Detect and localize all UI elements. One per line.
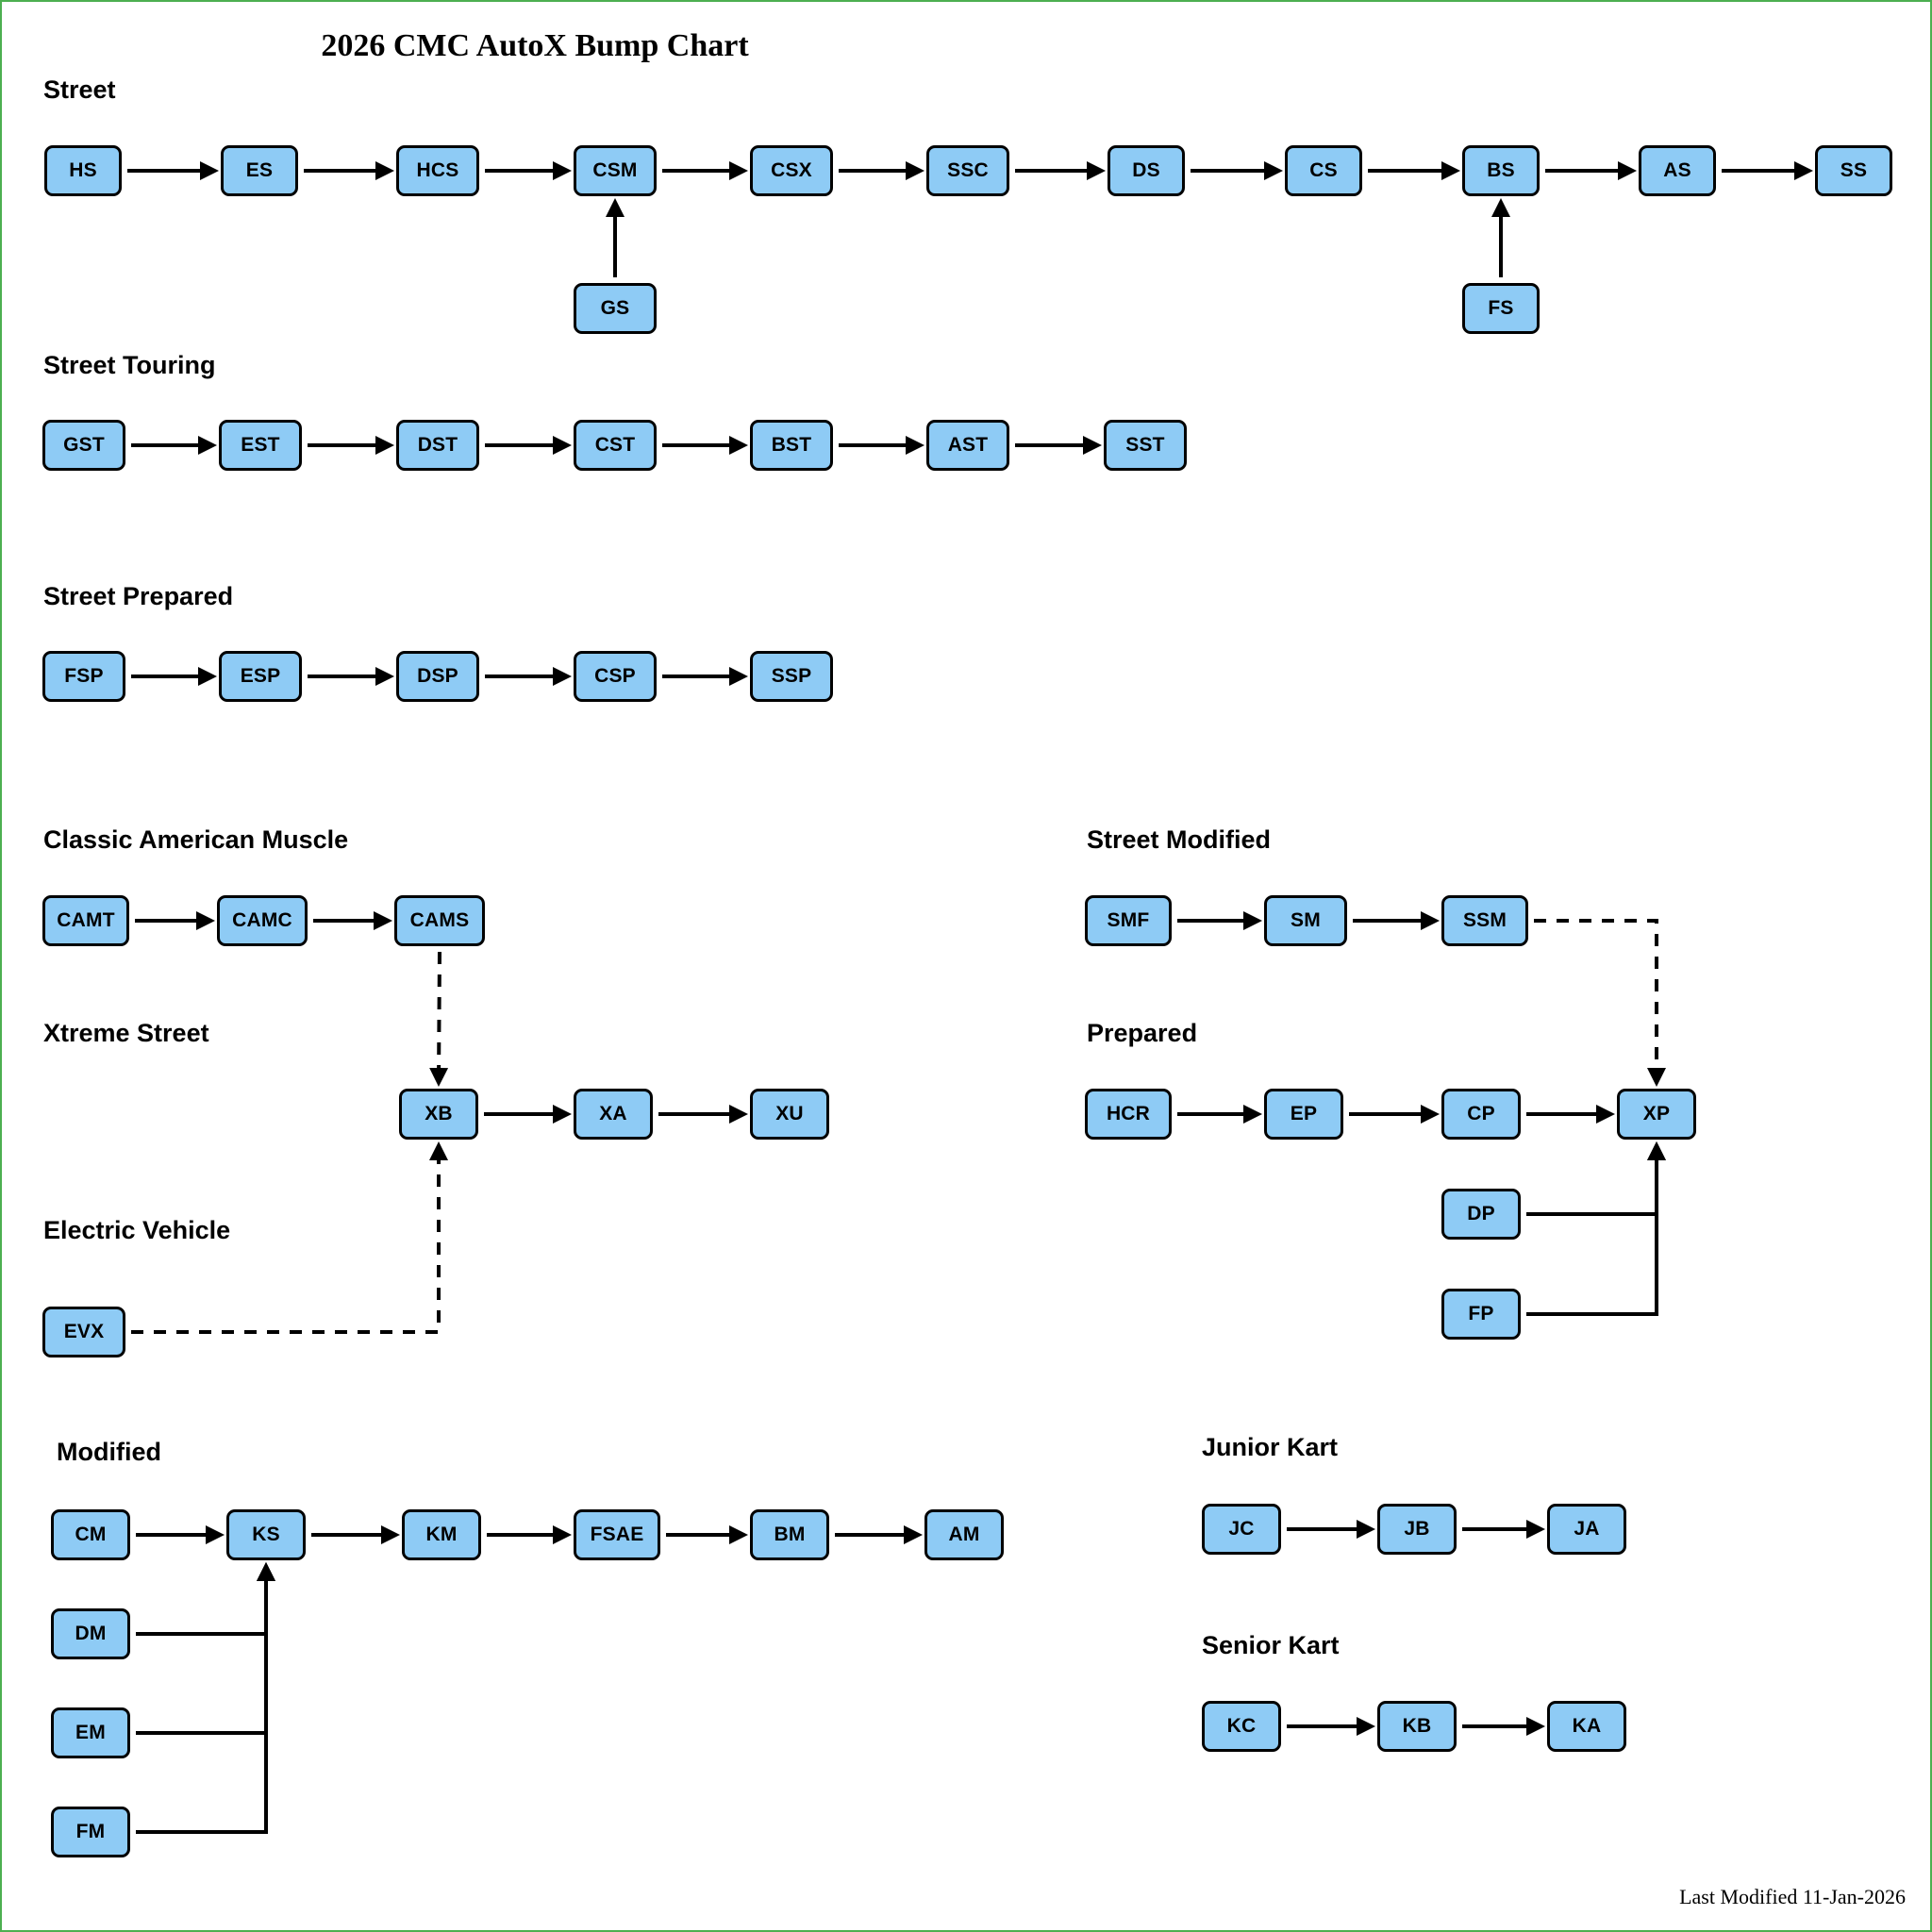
class-node-ast[interactable]: AST [926,420,1009,471]
class-node-gs[interactable]: GS [574,283,657,334]
edge-dm-to-ks [136,1566,266,1634]
group-label-street-modified: Street Modified [1087,825,1272,854]
edge-cams-to-xb [439,952,440,1083]
class-node-fp[interactable]: FP [1441,1289,1521,1340]
class-node-km[interactable]: KM [402,1509,481,1560]
class-node-csx[interactable]: CSX [750,145,833,196]
class-node-ssp[interactable]: SSP [750,651,833,702]
class-node-dst[interactable]: DST [396,420,479,471]
class-node-xb[interactable]: XB [399,1089,478,1140]
group-label-street-touring: Street Touring [43,351,216,379]
class-node-cp[interactable]: CP [1441,1089,1521,1140]
group-label-senior-kart: Senior Kart [1202,1631,1340,1659]
edge-ssm-to-xp [1534,921,1657,1083]
class-node-camc[interactable]: CAMC [217,895,308,946]
class-node-fs[interactable]: FS [1462,283,1540,334]
class-node-ds[interactable]: DS [1108,145,1185,196]
class-node-csp[interactable]: CSP [574,651,657,702]
class-node-esp[interactable]: ESP [219,651,302,702]
class-node-evx[interactable]: EVX [42,1307,125,1357]
edge-layer [2,2,1932,1932]
class-node-es[interactable]: ES [221,145,298,196]
class-node-dsp[interactable]: DSP [396,651,479,702]
class-node-fsp[interactable]: FSP [42,651,125,702]
class-node-dm[interactable]: DM [51,1608,130,1659]
class-node-smf[interactable]: SMF [1085,895,1172,946]
class-node-cams[interactable]: CAMS [394,895,485,946]
class-node-camt[interactable]: CAMT [42,895,129,946]
class-node-ss[interactable]: SS [1815,145,1892,196]
class-node-fm[interactable]: FM [51,1807,130,1857]
class-node-ks[interactable]: KS [226,1509,306,1560]
class-node-ep[interactable]: EP [1264,1089,1343,1140]
class-node-cm[interactable]: CM [51,1509,130,1560]
group-label-modified: Modified [57,1438,161,1466]
class-node-hcs[interactable]: HCS [396,145,479,196]
group-label-street: Street [43,75,116,104]
group-label-electric-vehicle: Electric Vehicle [43,1216,231,1244]
page-title: 2026 CMC AutoX Bump Chart [321,28,749,63]
class-node-bst[interactable]: BST [750,420,833,471]
class-node-kc[interactable]: KC [1202,1701,1281,1752]
class-node-ssm[interactable]: SSM [1441,895,1528,946]
class-node-kb[interactable]: KB [1377,1701,1457,1752]
group-label-xtreme-street: Xtreme Street [43,1019,209,1047]
group-label-prepared: Prepared [1087,1019,1198,1047]
class-node-jb[interactable]: JB [1377,1504,1457,1555]
class-node-fsae[interactable]: FSAE [574,1509,660,1560]
class-node-cst[interactable]: CST [574,420,657,471]
class-node-gst[interactable]: GST [42,420,125,471]
class-node-em[interactable]: EM [51,1707,130,1758]
group-label-classic-american-muscle: Classic American Muscle [43,825,349,854]
class-node-as[interactable]: AS [1639,145,1716,196]
class-node-hcr[interactable]: HCR [1085,1089,1172,1140]
class-node-bs[interactable]: BS [1462,145,1540,196]
class-node-bm[interactable]: BM [750,1509,829,1560]
class-node-xa[interactable]: XA [574,1089,653,1140]
edge-dp-to-xp [1526,1145,1657,1214]
class-node-sst[interactable]: SST [1104,420,1187,471]
class-node-sm[interactable]: SM [1264,895,1347,946]
class-node-xu[interactable]: XU [750,1089,829,1140]
class-node-hs[interactable]: HS [44,145,122,196]
group-label-junior-kart: Junior Kart [1202,1433,1339,1461]
class-node-ka[interactable]: KA [1547,1701,1626,1752]
last-modified-text: Last Modified 11-Jan-2026 [1679,1885,1906,1908]
class-node-am[interactable]: AM [924,1509,1004,1560]
class-node-cs[interactable]: CS [1285,145,1362,196]
edge-fp-to-xp [1526,1145,1657,1314]
class-node-est[interactable]: EST [219,420,302,471]
group-label-street-prepared: Street Prepared [43,582,234,610]
class-node-ssc[interactable]: SSC [926,145,1009,196]
class-node-ja[interactable]: JA [1547,1504,1626,1555]
class-node-xp[interactable]: XP [1617,1089,1696,1140]
class-node-jc[interactable]: JC [1202,1504,1281,1555]
edge-em-to-ks [136,1566,266,1733]
edge-fm-to-ks [136,1566,266,1832]
class-node-csm[interactable]: CSM [574,145,657,196]
class-node-dp[interactable]: DP [1441,1189,1521,1240]
